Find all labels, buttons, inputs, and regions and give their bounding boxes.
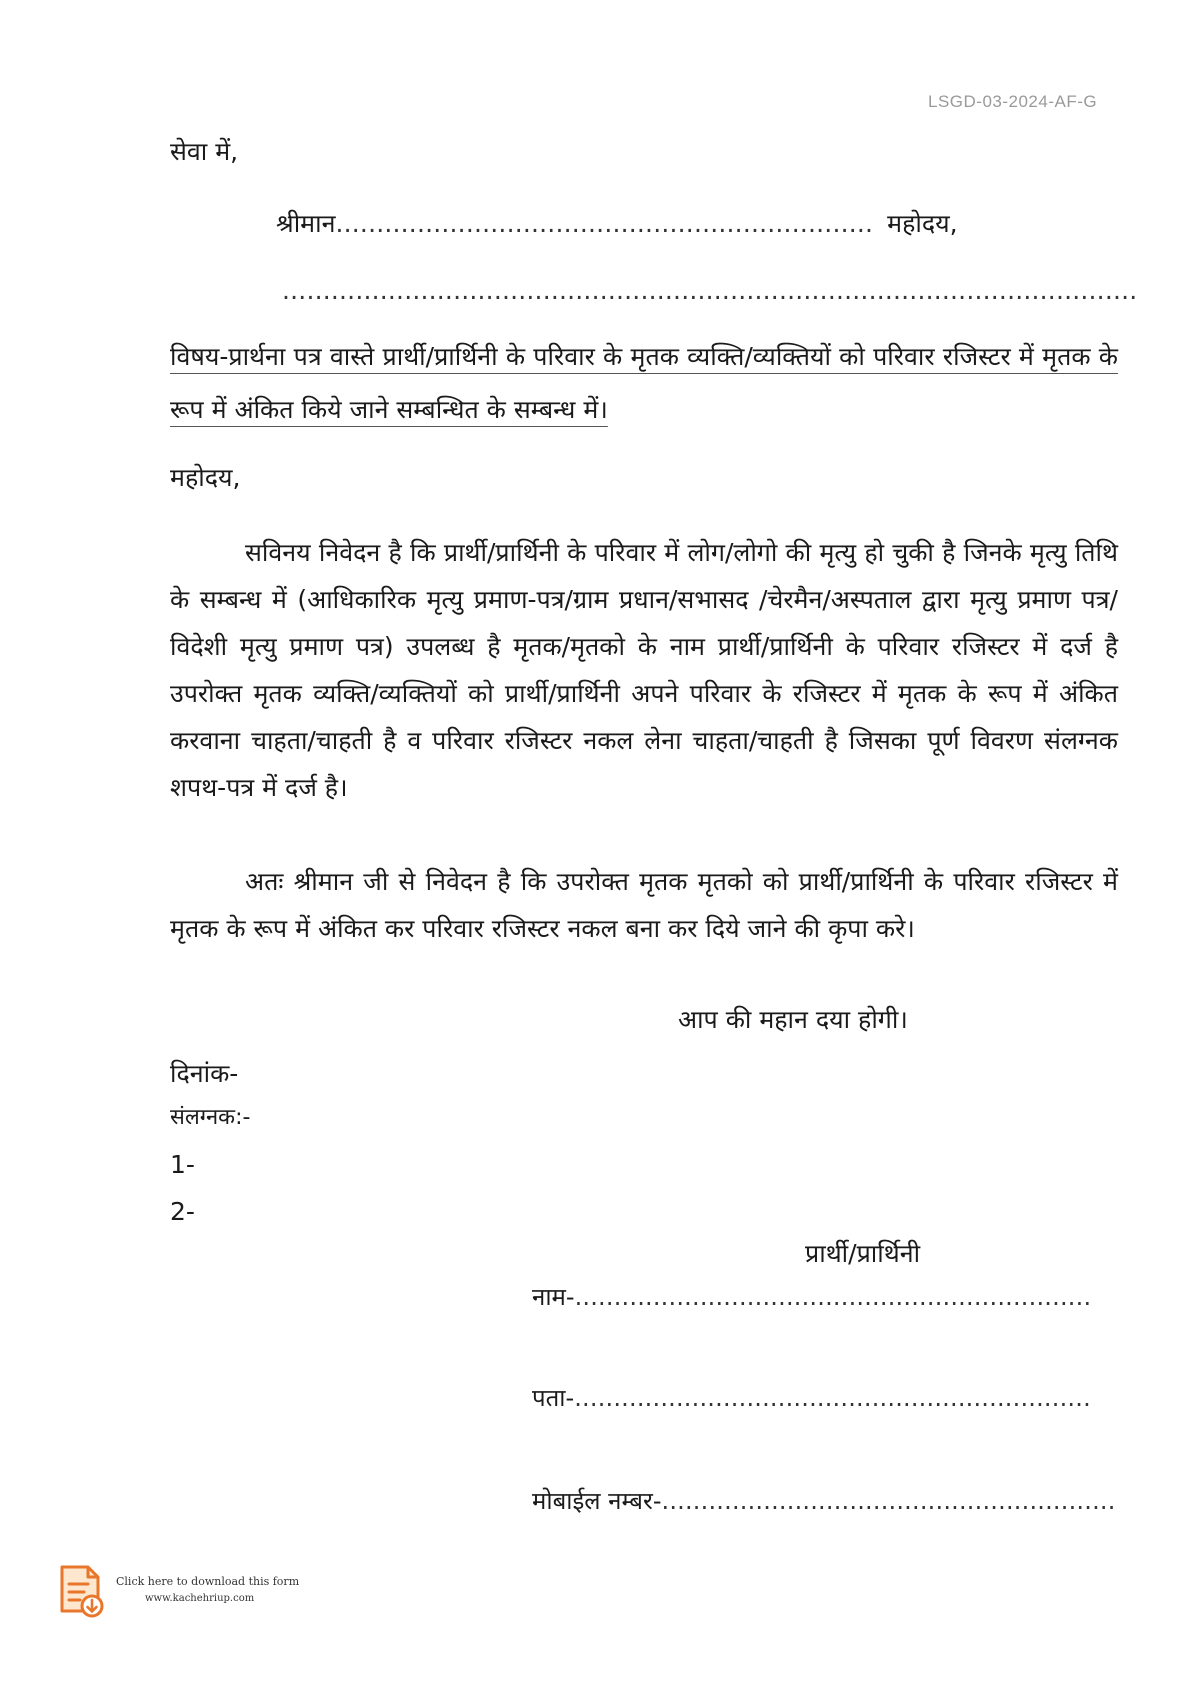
name-field[interactable] <box>532 1280 1091 1313</box>
addressee-suffix: महोदय, <box>887 209 958 238</box>
body-paragraph-1: सविनय निवेदन है कि प्रार्थी/प्रार्थिनी के परिवार में लोग/लोगो की मृत्यु हो चुकी है जिनके मृत्यु तिथि के सम्बन्ध में (आधिकारिक मृत्यु प्रमाण-पत्र/ग्राम प्रधान/सभासद /चेरमैन/अस्पताल द्वारा मृत्यु प्रमाण पत्र/विदेशी मृत्यु प्रमाण पत्र) उपलब्ध है मृतक/मृतको के नाम प्रार्थी/प्रार्थिनी के परिवार रजिस्टर में दर्ज है उपरोक्त मृतक व्यक्ति/व्यक्तियों को प्रार्थी/प्रार्थिनी अपने परिवार के रजिस्टर में मृतक के रूप में अंकित करवाना चाहता/चाहती है व परिवार रजिस्टर नकल लेना चाहता/चाहती है जिसका पूर्ण विवरण संलग्नक शपथ-पत्र में दर्ज है। <box>170 538 1118 802</box>
enclosure-item-1: 1- <box>170 1150 195 1179</box>
closing-line: आप की महान दया होगी। <box>678 1005 908 1034</box>
name-field-label: नाम- <box>532 1283 575 1311</box>
form-code: LSGD-03-2024-AF-G <box>928 92 1098 111</box>
greeting: महोदय, <box>170 463 241 492</box>
applicant-label: प्रार्थी/प्रार्थिनी <box>805 1239 921 1268</box>
date-label: दिनांक- <box>170 1059 239 1088</box>
subject-line: विषय-प्रार्थना पत्र वास्ते प्रार्थी/प्रार्थिनी के परिवार के मृतक व्यक्ति/व्यक्तियों को परिवार रजिस्टर में मृतक के रूप में अंकित किये जाने सम्बन्धित के सम्बन्ध में। <box>170 342 1118 424</box>
address-dots-line: ......................................................................................................... <box>282 276 1138 305</box>
address-field-label: पता- <box>532 1384 575 1412</box>
document-download-icon[interactable] <box>58 1564 104 1618</box>
name-field-dots: .................................................................. <box>574 1283 1092 1311</box>
address-field-dots: .................................................................. <box>574 1384 1091 1412</box>
download-link-text[interactable]: Click here to download this form <box>116 1575 300 1588</box>
mobile-field[interactable] <box>532 1484 1116 1517</box>
enclosure-label: संलग्नक:- <box>170 1105 251 1130</box>
address-field[interactable] <box>532 1381 1091 1414</box>
addressee-prefix: श्रीमान <box>276 209 336 238</box>
download-link-url[interactable]: www.kachehriup.com <box>145 1593 255 1604</box>
addressee-dots: .................................................................. <box>335 209 874 238</box>
mobile-field-label: मोबाईल नम्बर- <box>532 1487 662 1515</box>
mobile-field-dots: .......................................................... <box>661 1487 1116 1515</box>
addressee-line <box>276 208 958 240</box>
salutation-to: सेवा में, <box>170 137 239 166</box>
enclosure-item-2: 2- <box>170 1197 195 1226</box>
body-paragraph-2: अतः श्रीमान जी से निवेदन है कि उपरोक्त मृतक मृतको को प्रार्थी/प्रार्थिनी के परिवार रजिस्टर में मृतक के रूप में अंकित कर परिवार रजिस्टर नकल बना कर दिये जाने की कृपा करे। <box>170 867 1118 943</box>
